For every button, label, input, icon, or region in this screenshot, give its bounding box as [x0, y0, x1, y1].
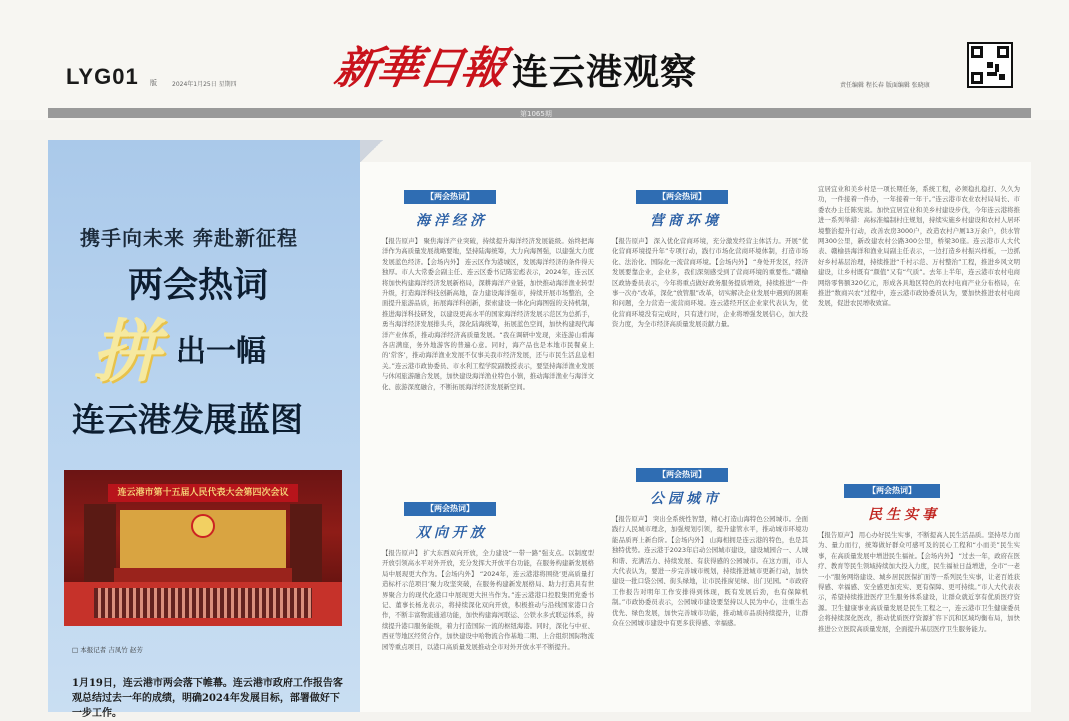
section-tag: 【两会热词】 [404, 502, 496, 516]
article-livelihood: 【报告原声】 用心办好民生实事，不断提高人民生活品质。坚持尽力而为、量力而行，统筹做好群众可感可及的民心工程和“小而美”民生实事，在高质量发展中增进民生福祉。【会场内外】 “过去一年，政府在医疗、教育等民生领域持续加大投入力度，民生福祉日益增进，全市“一老一小”服务网络建设、城乡居民医保扩面等一系列民生实事，让老百姓获得感、幸福感、安全感更加充实、更有保障、更可持续。”市人大代表表示，希望持续推进医疗卫生服务体系建设，让群众就近享有优质医疗资源。卫生健康事业高质量发展是民生工程之一，连云港市卫生健康委员会将持续深化医改，推动优质医疗资源扩容下沉和区域均衡布局，加快推进公立医院高质量发展，全面提升基层医疗卫生服务能力。 [818, 531, 1020, 633]
qr-code-icon [967, 42, 1013, 88]
feature-headline-line1: 两会热词 [128, 266, 269, 306]
feature-headline-line2: 出一幅 [176, 334, 266, 369]
section-title-business-environment: 营商环境 [650, 213, 722, 229]
article-rural-revitalization: 宜居宜业和美乡村是一项长期任务，系统工程，必须稳扎稳打、久久为功，一件接着一件办，一年接着一年干。”连云港市农业农村局局长、市委农办主任陈宪说。加快宜居宜业和美乡村建设步伐，今年连云港将推进一系列举措：高标准编制村庄规划，持续实施乡村建设和农村人居环境整治提升行动，改善农房3000户，改造农村户厕13万余户，供水管网300公里，新改建农村公路300公里，桥梁30座。连云港市人大代表、赣榆县海洋和渔业局副主任表示，一边打造乡村振兴样板，一边抓好乡村基层治理，持续推进“千村示范、万村整治”工程，推进乡风文明建设，让乡村既有“颜值”又有“气质”。去年上半年，连云港市农村电商网络零售额320亿元，形成各具地区特色的农村电商产业分布格局，在推进“数商兴农”过程中，连云港市政协委员认为，要加快推进农村电商发展，促进农民增收致富。 [818, 185, 1020, 308]
issue-number: 第1065期 [520, 110, 552, 118]
feature-slogan: 携手向未来 奔赴新征程 [80, 226, 298, 250]
section-title: 连云港观察 [512, 52, 698, 93]
feature-lead-paragraph: 1月19日，连云港市两会落下帷幕。连云港市政府工作报告客观总结过去一年的成绩，明确2024年发展目标，部署做好下一步工作。 [72, 678, 343, 719]
section-tag: 【两会热词】 [636, 190, 728, 204]
photo-curtain-right [290, 504, 322, 594]
masthead [0, 0, 1069, 120]
feature-headline-big-char: 拼 [92, 312, 161, 392]
page-id-sub: 版 [150, 79, 157, 87]
article-ocean-economy: 【报告原声】 聚焦海洋产业突破，持续提升海洋经济发展能级。始终把海洋作为高质量发展战略要地，坚持陆海统筹，大力向海图强，以建强大力度发展蓝色经济。【会场内外】 连云区作为港城区，发展海洋经济的条件得天独厚。市人大常委会副主任、连云区委书记陈宏彪表示，2024年，连云区将加快构建海洋经济发展新格局，深耕海洋产业链，加快推动海洋渔业转型升级，打造海洋科技创新高地，奋力建设海洋强市，持续开展市场整治，全面提升旅游品质，拓展海洋科创新，探索建设一体化向海图强的支持机制，推进海洋科技研发，以建设更高水平的国家海洋经济发展示范区为总抓手，勇当海洋经济发展排头兵，深化陆海统筹，拓展蓝色空间，加快构建现代海洋产业体系，推动海洋经济高质量发展。“我在调研中发现，来连游山看海各店满座，务外地游客的普遍心意。同时，海产品也是本地市民餐桌上的‘常客’，推动海洋渔业发展不仅事关我市经济发展，还与市民生活息息相关。”连云港市政协委员、市水利工程学院副教授表示，要坚持海洋渔业发展与休闲旅游融合发展，加快建设海洋渔业特色小镇，推动海洋渔业与海洋文化、旅游深度融合，不断拓展海洋经济发展新空间。 [382, 237, 594, 391]
section-tag: 【两会热词】 [636, 468, 728, 482]
article-business-environment: 【报告原声】 深入优化营商环境，充分激发经营主体活力。开展“优化营商环境提升年”专项行动，践行市场化营商环境体制，打造市场化、法治化、国际化一流营商环境。【会场内外】 “身处开发区，经济发展要靠企业，企业多，我们深刻感受到了营商环境的重要性。”赣榆区政协委员表示，今年将重点做好政务服务提质增效，持续推进“一件事一次办”改革，深化“放管服”改革，切实解决企业发展中遇到的困难和问题，全力营造一流营商环境。连云港经开区企业家代表认为，优化营商环境没有完成时，只有进行时，企业将增强发展信心，加大投资力度，为全市经济高质量发展贡献力量。 [612, 237, 808, 329]
article-two-way-opening: 【报告原声】 扩大东西双向开放，全力建设“一带一路”强支点。以制度型开放引领高水平对外开放，充分发挥大开放平台功能，在服务构建新发展格局中展现更大作为。【会场内外】 “2024年，连云港港将围绕‘更高质量打造标杆示范项目’聚力攻坚突破，在服务构建新发展格局、助力打造具有世界聚合力的现代化港口中展现更大担当作为。”连云港港口控股集团党委书记、董事长杨龙表示，将持续深化双向开放，积极推动与沿线国家港口合作，不断丰富物流通道功能，加快构建海河联运、公铁水多式联运体系，持续提升港口服务能级，着力打造国际一流的枢纽海港。同时，深化与中亚、西亚等地区经贸合作，加快建设中哈物流合作基地二期、上合组织国际物流园等重点项目，以港口高质量发展推动全市对外开放水平不断提升。 [382, 549, 594, 651]
section-tag: 【两会热词】 [404, 190, 496, 204]
page-date: 2024年1月25日 星期四 [172, 81, 237, 88]
section-title-park-city: 公园城市 [650, 491, 722, 507]
editor-credits: 责任编辑 程长春 版面编辑 张晓康 [840, 82, 930, 89]
congress-hall-photo [64, 470, 342, 626]
article-park-city: 【报告原声】 突出全系统性智慧，精心打造山海特色公园城市。全面践行人民城市理念，加强规划引领，提升建管水平，推动城市环境功能品质再上新台阶。【会场内外】 山海相拥是连云港的特色，也是其独特优势。连云港于2023年启动公园城市建设，建设城园合一、人城和谐、充满活力、持续发展、有获得感的公园城市。在这方面，市人大代表认为，要进一步完善城市规划，持续推进城市更新行动，加快建设一批口袋公园、街头绿地，让市民推窗见绿、出门见园。“市政府工作报告对明年工作安排得到体现，既有发展后劲，也有保障机制。”市政协委员表示，公园城市建设要坚持以人民为中心，注重生态优先、绿色发展，加快完善城市功能，推动城市品质持续提升，让群众在公园城市建设中有更多获得感、幸福感。 [612, 515, 808, 628]
national-emblem-icon [191, 514, 215, 538]
photo-audience [94, 588, 312, 618]
section-title-two-way-opening: 双向开放 [416, 525, 488, 541]
section-title-livelihood: 民生实事 [868, 507, 940, 523]
page-fold-corner [360, 140, 384, 162]
section-title-ocean-economy: 海洋经济 [416, 213, 488, 229]
newspaper-logo: 新華日報 [330, 43, 508, 94]
photo-rostrum [114, 568, 292, 582]
page-id: LYG01 [66, 64, 139, 89]
feature-headline-line3: 连云港发展蓝图 [72, 400, 303, 439]
photo-curtain-left [84, 504, 116, 594]
photo-banner: 连云港市第十五届人民代表大会第四次会议 [108, 484, 298, 502]
section-tag: 【两会热词】 [844, 484, 940, 498]
reporter-credit: □ 本报记者 吉凤竹 赵芳 [72, 646, 143, 654]
